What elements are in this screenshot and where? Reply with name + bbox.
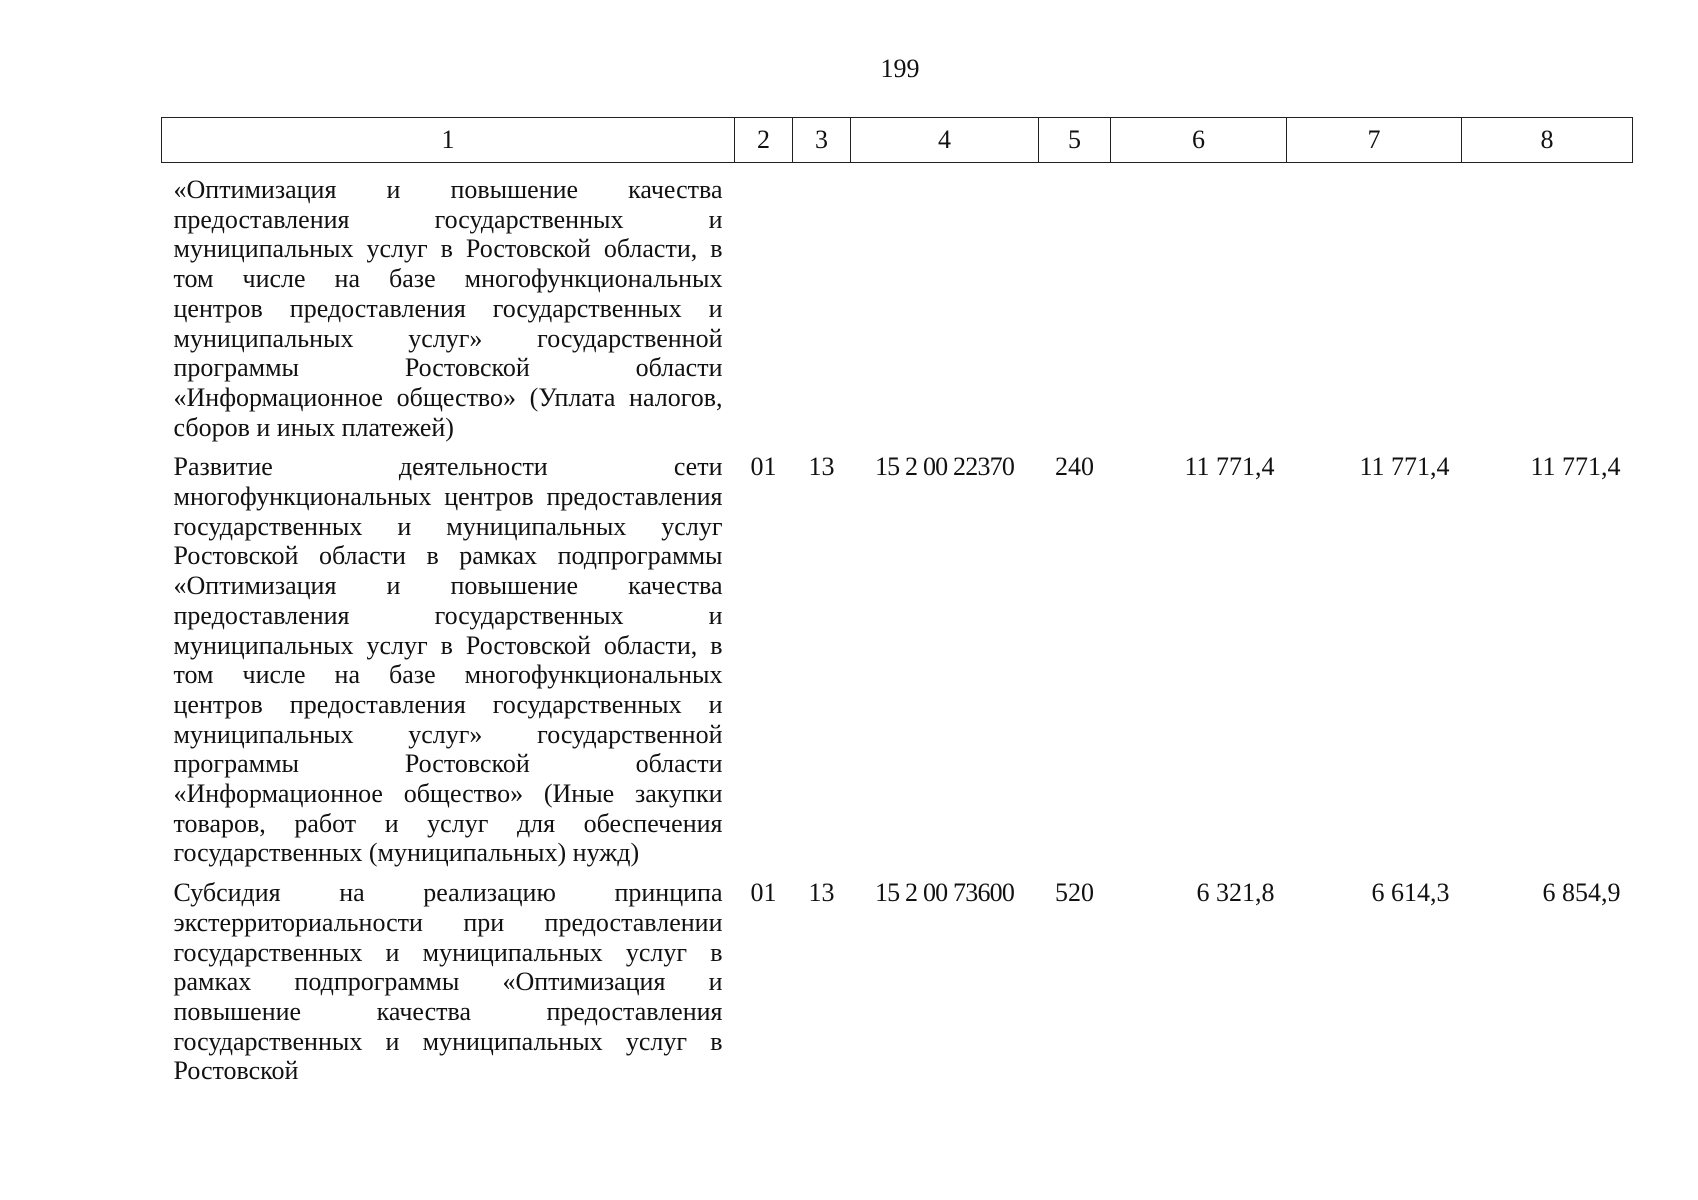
row-amount-col6	[1111, 163, 1287, 453]
budget-table	[161, 117, 1633, 1096]
row-amount-col7	[1287, 163, 1462, 453]
row-section	[735, 163, 793, 453]
header-col-1: 1	[162, 118, 735, 163]
row-target-code: 15 2 00 22370	[874, 452, 1015, 482]
row-target-code: 15 2 00 73600	[874, 878, 1015, 908]
header-col-3: 3	[793, 118, 851, 163]
row-section: 01	[750, 878, 777, 908]
row-subsection	[793, 163, 851, 453]
row-expense-type	[1039, 163, 1111, 453]
header-col-2: 2	[735, 118, 793, 163]
row-expense-type: 520	[1055, 878, 1094, 908]
row-amount-col7: 11 771,4	[1359, 452, 1450, 482]
row-section: 01	[750, 452, 777, 482]
table-row	[162, 163, 1633, 453]
header-col-7: 7	[1287, 118, 1462, 163]
row-amount-col6: 6 321,8	[1196, 878, 1275, 908]
row-description: Развитие деятельности сети многофункциональных центров предоставления государственных и муниципальных услуг Ростовской области в рамках подпрограммы «Оптимизация и повышение качества предоставления государственных и муниципальных услуг в Ростовской области, в том числе на базе многофункциональных центров предоставления государственных и муниципальных услуг» государственной программы Ростовской области «Информационное общество» (Иные закупки товаров, работ и услуг для обеспечения государственных (муниципальных) нужд)	[173, 452, 723, 868]
row-amount-col8: 6 854,9	[1542, 878, 1621, 908]
table-header-row	[162, 118, 1633, 163]
row-expense-type: 240	[1055, 452, 1094, 482]
row-amount-col7: 6 614,3	[1371, 878, 1450, 908]
row-amount-col8: 11 771,4	[1530, 452, 1621, 482]
row-subsection: 13	[808, 452, 835, 482]
row-subsection: 13	[808, 878, 835, 908]
table-row	[162, 878, 1633, 1096]
page-number: 199	[880, 54, 920, 83]
row-amount-col6: 11 771,4	[1184, 452, 1275, 482]
header-col-4: 4	[851, 118, 1039, 163]
row-amount-col8	[1462, 163, 1633, 453]
row-target-code	[851, 163, 1039, 453]
table-row	[162, 452, 1633, 878]
row-description: Субсидия на реализацию принципа экстерриториальности при предоставлении государственных и муниципальных услуг в рамках подпрограммы «Оптимизация и повышение качества предоставления государственных и муниципальных услуг в Ростовской	[173, 878, 723, 1086]
header-col-6: 6	[1111, 118, 1287, 163]
header-col-5: 5	[1039, 118, 1111, 163]
header-col-8: 8	[1462, 118, 1633, 163]
row-description: «Оптимизация и повышение качества предоставления государственных и муниципальных услуг в Ростовской области, в том числе на базе многофункциональных центров предоставления государственных и муниципальных услуг» государственной программы Ростовской области «Информационное общество» (Уплата налогов, сборов и иных платежей)	[173, 175, 723, 442]
